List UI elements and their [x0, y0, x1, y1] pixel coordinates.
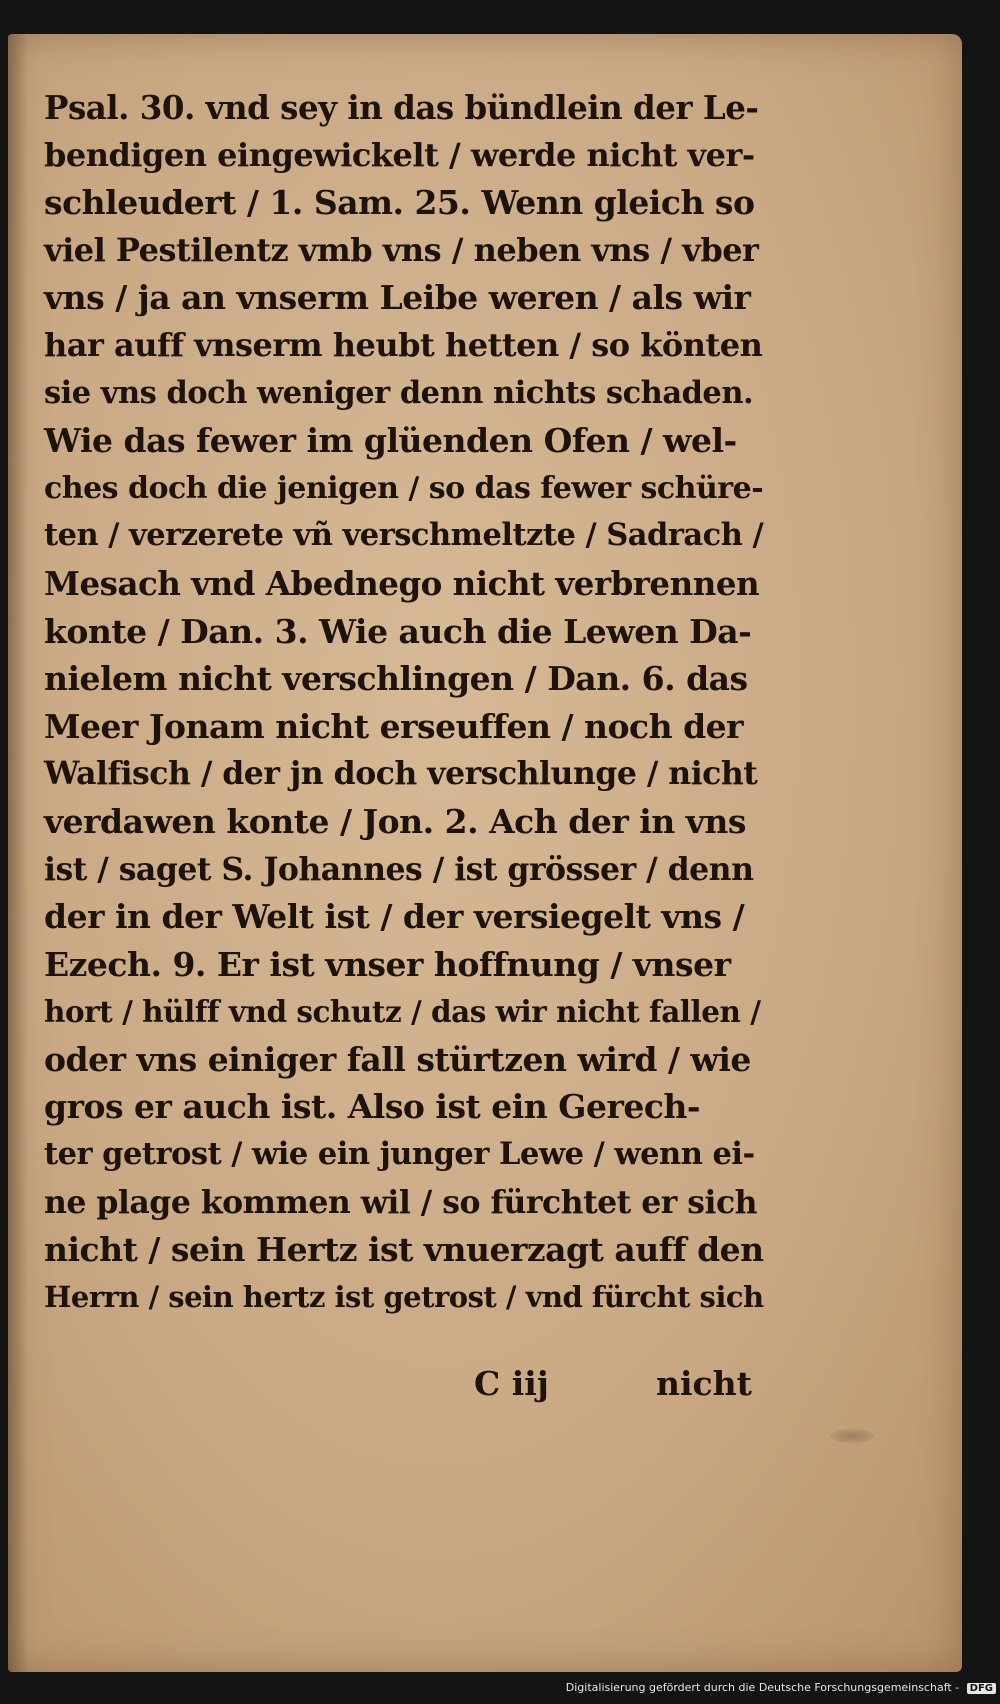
text-line-16: verdawen konte / Jon. 2. Ach der in vns [44, 801, 746, 841]
text-line-25: nicht / sein Hertz ist vnuerzagt auff den [44, 1230, 764, 1270]
text-line-1: Psal. 30. vnd sey in das bündlein der Le- [44, 88, 759, 127]
text-line-9: ches doch die jenigen / so das fewer schüre- [44, 470, 764, 506]
text-line-11: Mesach vnd Abednego nicht verbrennen [44, 563, 760, 603]
digitization-credit [566, 1681, 996, 1694]
text-line-15: Walfisch / der jn doch verschlunge / nicht [44, 755, 758, 793]
text-line-21: oder vns einiger fall stürtzen wird / wie [44, 1039, 751, 1079]
text-line-23: ter getrost / wie ein junger Lewe / wenn ei- [44, 1136, 755, 1173]
text-line-8: Wie das fewer im glüenden Ofen / wel- [44, 421, 737, 461]
page-footer [44, 1364, 764, 1414]
page-gutter-shadow [8, 34, 28, 1672]
text-line-4: viel Pestilentz vmb vns / neben vns / vber [44, 230, 759, 269]
text-line-10: ten / verzerete vñ verschmeltzte / Sadrach / [44, 517, 764, 554]
digitization-credit-text: Digitalisierung gefördert durch die Deutsche Forschungsgemeinschaft - [565, 1681, 960, 1694]
text-line-20: hort / hülff vnd schutz / das wir nicht fallen / [44, 994, 761, 1030]
text-line-6: har auff vnserm heubt hetten / so könten [44, 325, 763, 364]
text-line-19: Ezech. 9. Er ist vnser hoffnung / vnser [44, 944, 731, 984]
text-line-7: sie vns doch weniger denn nichts schaden. [44, 374, 754, 411]
text-line-2: bendigen eingewickelt / werde nicht ver- [44, 135, 755, 174]
signature-mark: C iij [474, 1364, 549, 1403]
text-line-3: schleudert / 1. Sam. 25. Wenn gleich so [44, 183, 755, 223]
ink-smudge [830, 1429, 874, 1443]
text-line-14: Meer Jonam nicht erseuffen / noch der [44, 706, 744, 746]
catchword: nicht [656, 1364, 752, 1403]
text-line-22: gros er auch ist. Also ist ein Gerech- [44, 1087, 701, 1127]
text-line-24: ne plage kommen wil / so fürchtet er sich [44, 1183, 758, 1221]
text-line-5: vns / ja an vnserm Leibe weren / als wir [44, 278, 751, 318]
text-line-12: konte / Dan. 3. Wie auch die Lewen Da- [44, 611, 752, 651]
text-line-26: Herrn / sein hertz ist getrost / vnd fürcht sich [44, 1279, 764, 1314]
book-page [8, 34, 962, 1672]
text-line-17: ist / saget S. Johannes / ist grösser / denn [44, 850, 754, 888]
dfg-logo-icon: DFG [967, 1683, 996, 1694]
text-line-18: der in der Welt ist / der versiegelt vns / [44, 897, 745, 937]
text-line-13: nielem nicht verschlingen / Dan. 6. das [44, 659, 748, 699]
body-text [44, 84, 764, 1321]
